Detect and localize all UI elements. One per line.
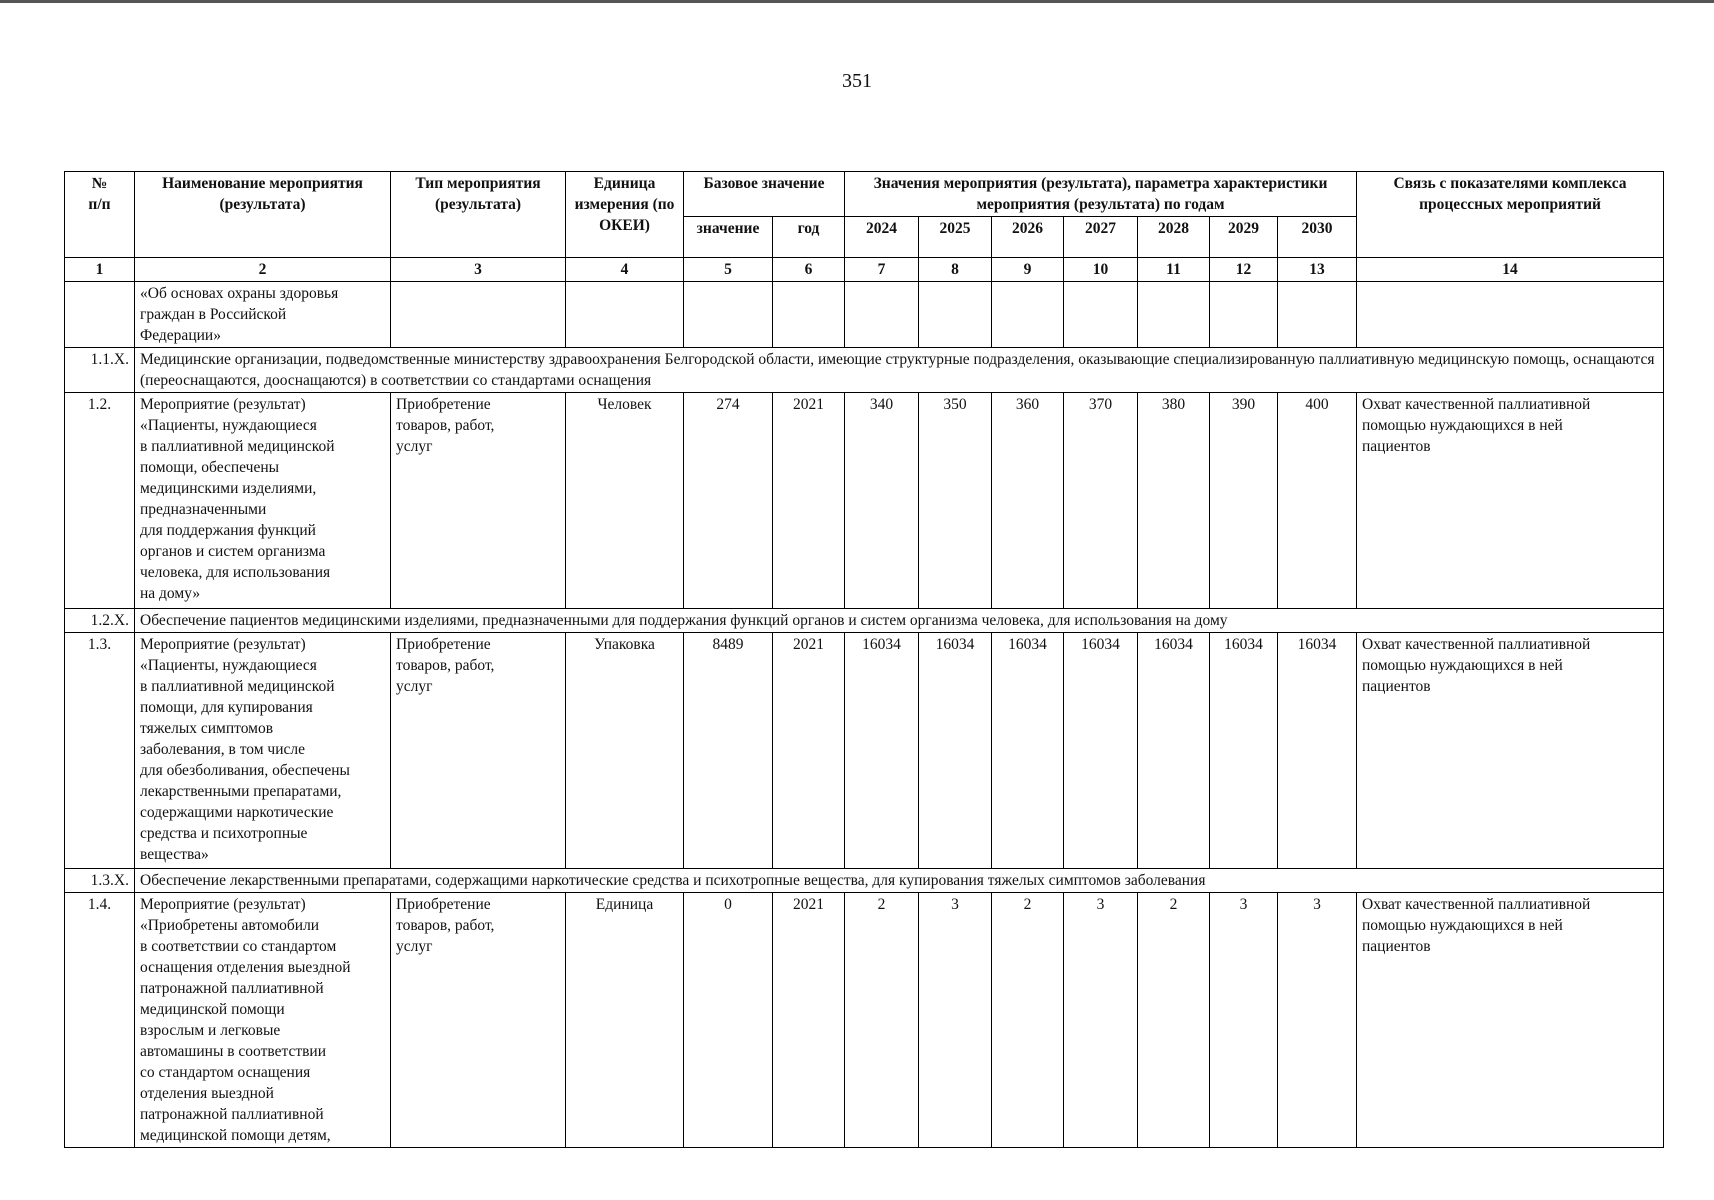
header-year: 2024 (845, 217, 919, 258)
row-number: 1.3.Х. (65, 869, 135, 893)
row-base-value: 274 (684, 393, 773, 609)
row-value-2029: 390 (1210, 393, 1278, 609)
row-value-2027: 16034 (1064, 633, 1138, 869)
column-number: 12 (1210, 258, 1278, 282)
row-base-value: 8489 (684, 633, 773, 869)
row-value-2026: 16034 (992, 633, 1064, 869)
header-name: Наименование мероприятия (результата) (135, 172, 391, 258)
header-base-year: год (773, 217, 845, 258)
column-number: 2 (135, 258, 391, 282)
table-row (65, 633, 1664, 869)
row-value-2028: 380 (1138, 393, 1210, 609)
header-year: 2026 (992, 217, 1064, 258)
column-number: 11 (1138, 258, 1210, 282)
column-number: 14 (1357, 258, 1664, 282)
table-row (65, 282, 1664, 348)
row-description: Медицинские организации, подведомственные министерству здравоохранения Белгородской области, имеющие структурные подразделения, оказывающие специализированную паллиативную медицинскую помощь, оснащаются (переоснащаются, дооснащаются) в соответствии со стандартами оснащения (135, 348, 1664, 393)
row-link: Охват качественной паллиативной помощью нуждающихся в ней пациентов (1357, 393, 1664, 609)
row-name: «Об основах охраны здоровья граждан в Российской Федерации» (135, 282, 391, 348)
header-base-value: значение (684, 217, 773, 258)
header-year: 2027 (1064, 217, 1138, 258)
activities-table (64, 171, 1664, 1148)
column-number: 7 (845, 258, 919, 282)
table-row (65, 609, 1664, 633)
column-number: 9 (992, 258, 1064, 282)
row-value-2025: 3 (919, 893, 992, 1148)
row-name: Мероприятие (результат) «Приобретены автомобили в соответствии со стандартом оснащения отделения выездной патронажной паллиативной медицинской помощи взрослым и легковые автомашины в соответствии со стандартом оснащения отделения выездной патронажной паллиативной медицинской помощи детям, (135, 893, 391, 1148)
header-year: 2028 (1138, 217, 1210, 258)
row-unit: Упаковка (566, 633, 684, 869)
row-value-2026: 360 (992, 393, 1064, 609)
column-number: 8 (919, 258, 992, 282)
column-number: 13 (1278, 258, 1357, 282)
row-description: Обеспечение пациентов медицинскими изделиями, предназначенными для поддержания функций органов и систем организма человека, для использования на дому (135, 609, 1664, 633)
header-base: Базовое значение (684, 172, 845, 217)
table-row (65, 869, 1664, 893)
row-link: Охват качественной паллиативной помощью нуждающихся в ней пациентов (1357, 893, 1664, 1148)
row-name: Мероприятие (результат) «Пациенты, нуждающиеся в паллиативной медицинской помощи, для купирования тяжелых симптомов заболевания, в том числе для обезболивания, обеспечены лекарственными препаратами, содержащими наркотические средства и психотропные вещества» (135, 633, 391, 869)
column-number: 4 (566, 258, 684, 282)
row-number: 1.1.Х. (65, 348, 135, 393)
row-base-value: 0 (684, 893, 773, 1148)
row-value-2025: 16034 (919, 633, 992, 869)
row-value-2024: 16034 (845, 633, 919, 869)
column-number: 1 (65, 258, 135, 282)
header-unit: Единица измерения (по ОКЕИ) (566, 172, 684, 258)
row-base-year: 2021 (773, 393, 845, 609)
scan-top-edge (0, 0, 1714, 3)
header-year: 2030 (1278, 217, 1357, 258)
row-link: Охват качественной паллиативной помощью нуждающихся в ней пациентов (1357, 633, 1664, 869)
row-base-year: 2021 (773, 633, 845, 869)
header-values: Значения мероприятия (результата), параметра характеристики мероприятия (результата) по годам (845, 172, 1357, 217)
row-value-2026: 2 (992, 893, 1064, 1148)
row-unit: Человек (566, 393, 684, 609)
column-number: 6 (773, 258, 845, 282)
table-row (65, 893, 1664, 1148)
row-name: Мероприятие (результат) «Пациенты, нуждающиеся в паллиативной медицинской помощи, обеспечены медицинскими изделиями, предназначенными для поддержания функций органов и систем организма человека, для использования на дому» (135, 393, 391, 609)
row-type: Приобретение товаров, работ, услуг (391, 893, 566, 1148)
row-base-year: 2021 (773, 893, 845, 1148)
header-year: 2029 (1210, 217, 1278, 258)
header-no: № п/п (65, 172, 135, 258)
row-value-2027: 370 (1064, 393, 1138, 609)
row-number: 1.4. (65, 893, 135, 1148)
page-number: 351 (842, 70, 872, 92)
header-link: Связь с показателями комплекса процессных мероприятий (1357, 172, 1664, 258)
column-number: 10 (1064, 258, 1138, 282)
row-value-2028: 16034 (1138, 633, 1210, 869)
row-value-2028: 2 (1138, 893, 1210, 1148)
row-type: Приобретение товаров, работ, услуг (391, 393, 566, 609)
row-value-2029: 16034 (1210, 633, 1278, 869)
table-row (65, 393, 1664, 609)
row-value-2029: 3 (1210, 893, 1278, 1148)
row-value-2030: 3 (1278, 893, 1357, 1148)
row-value-2027: 3 (1064, 893, 1138, 1148)
row-value-2030: 400 (1278, 393, 1357, 609)
row-type: Приобретение товаров, работ, услуг (391, 633, 566, 869)
header-year: 2025 (919, 217, 992, 258)
column-number: 3 (391, 258, 566, 282)
row-value-2024: 2 (845, 893, 919, 1148)
row-number: 1.2.Х. (65, 609, 135, 633)
row-description: Обеспечение лекарственными препаратами, содержащими наркотические средства и психотропные вещества, для купирования тяжелых симптомов заболевания (135, 869, 1664, 893)
row-value-2025: 350 (919, 393, 992, 609)
row-number: 1.3. (65, 633, 135, 869)
column-number: 5 (684, 258, 773, 282)
row-value-2030: 16034 (1278, 633, 1357, 869)
row-number: 1.2. (65, 393, 135, 609)
header-type: Тип мероприятия (результата) (391, 172, 566, 258)
row-value-2024: 340 (845, 393, 919, 609)
row-unit: Единица (566, 893, 684, 1148)
table-row (65, 348, 1664, 393)
